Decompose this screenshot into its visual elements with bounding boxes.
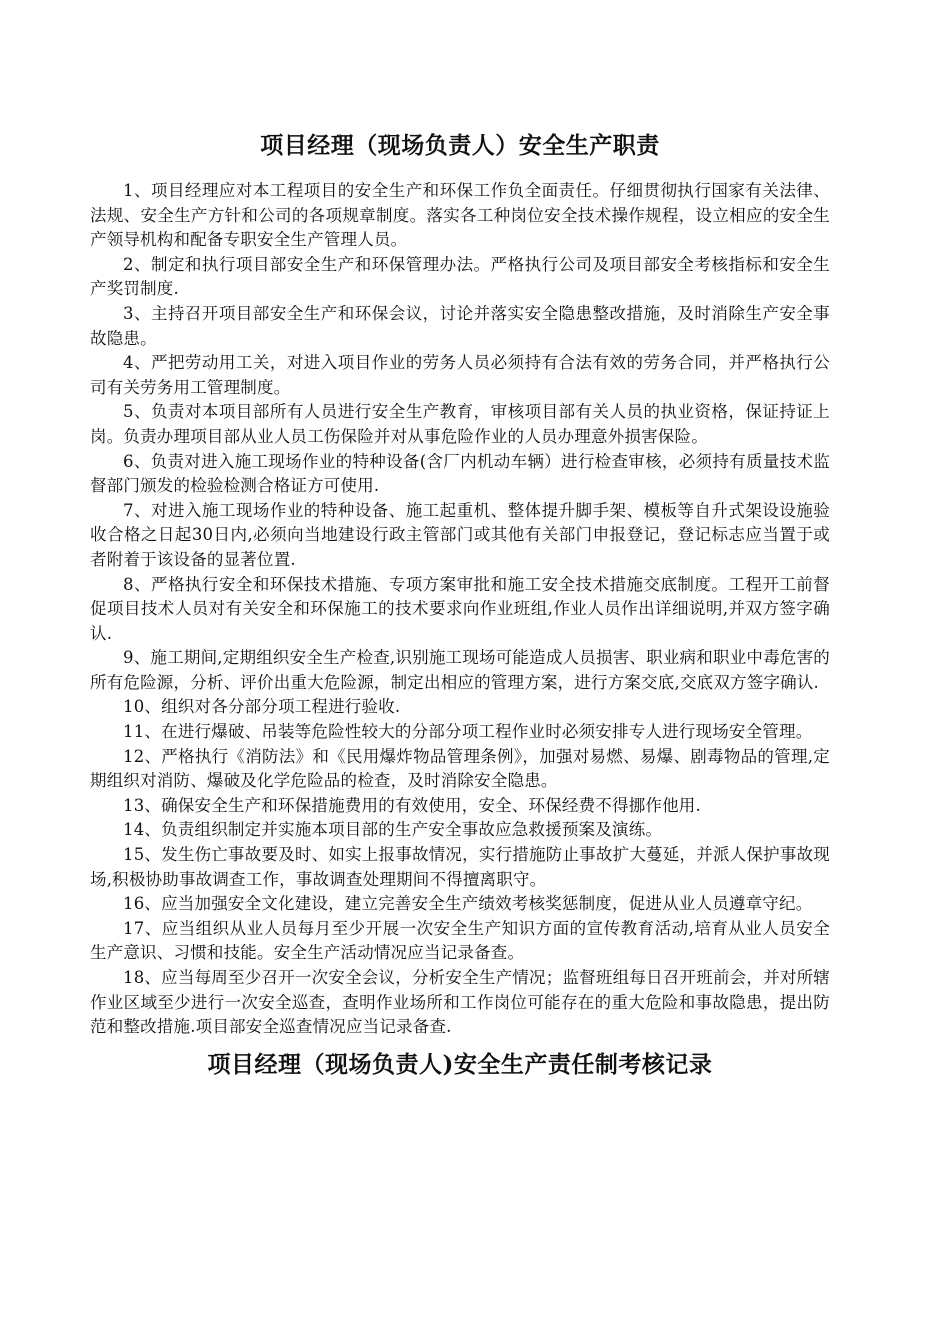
duty-item: 2、制定和执行项目部安全生产和环保管理办法。严格执行公司及项目部安全考核指标和安全生产奖罚制度. bbox=[90, 254, 830, 299]
page-title: 项目经理（现场负责人）安全生产职责 bbox=[260, 132, 660, 159]
duty-item: 1、项目经理应对本工程项目的安全生产和环保工作负全面责任。仔细贯彻执行国家有关法律、法规、安全生产方针和公司的各项规章制度。落实各工种岗位安全技术操作规程，设立相应的安全生产领导机构和配备专职安全生产管理人员。 bbox=[90, 181, 830, 250]
duty-item: 4、严把劳动用工关，对进入项目作业的劳务人员必须持有合法有效的劳务合同，并严格执行公司有关劳务用工管理制度。 bbox=[90, 353, 830, 397]
duty-item: 8、严格执行安全和环保技术措施、专项方案审批和施工安全技术措施交底制度。工程开工前督促项目技术人员对有关安全和环保施工的技术要求向作业班组,作业人员作出详细说明,并双方签字确认. bbox=[90, 574, 830, 643]
duty-list bbox=[90, 179, 830, 1040]
duty-item: 5、负责对本项目部所有人员进行安全生产教育，审核项目部有关人员的执业资格，保证持证上岗。负责办理项目部从业人员工伤保险并对从事危险作业的人员办理意外损害保险。 bbox=[90, 402, 830, 446]
duty-item: 9、施工期间,定期组织安全生产检查,识别施工现场可能造成人员损害、职业病和职业中毒危害的所有危险源，分析、评价出重大危险源，制定出相应的管理方案，进行方案交底,交底双方签字确认. bbox=[90, 648, 830, 692]
document-page bbox=[90, 0, 830, 1080]
duty-item: 12、严格执行《消防法》和《民用爆炸物品管理条例》，加强对易燃、易爆、剧毒物品的管理,定期组织对消防、爆破及化学危险品的检查，及时消除安全隐患。 bbox=[90, 746, 830, 791]
duty-item: 13、确保安全生产和环保措施费用的有效使用，安全、环保经费不得挪作他用. bbox=[123, 795, 701, 815]
duty-item: 11、在进行爆破、吊装等危险性较大的分部分项工程作业时必须安排专人进行现场安全管理。 bbox=[123, 722, 813, 742]
duty-item: 18、应当每周至少召开一次安全会议，分析安全生产情况；监督班组每日召开班前会，并对所辖作业区域至少进行一次安全巡查，查明作业场所和工作岗位可能存在的重大危险和事故隐患，提出防范和整改措施.项目部安全巡查情况应当记录备查. bbox=[90, 968, 830, 1037]
duty-item: 17、应当组织从业人员每月至少开展一次安全生产知识方面的宣传教育活动,培育从业人员安全生产意识、习惯和技能。安全生产活动情况应当记录备查。 bbox=[90, 918, 830, 963]
duty-item: 16、应当加强安全文化建设，建立完善安全生产绩效考核奖惩制度，促进从业人员遵章守纪。 bbox=[123, 894, 813, 914]
record-title: 项目经理（现场负责人)安全生产责任制考核记录 bbox=[207, 1050, 713, 1078]
duty-item: 14、负责组织制定并实施本项目部的生产安全事故应急救援预案及演练。 bbox=[123, 820, 663, 840]
duty-item: 15、发生伤亡事故要及时、如实上报事故情况，实行措施防止事故扩大蔓延，并派人保护事故现场,积极协助事故调查工作，事故调查处理期间不得擅离职守。 bbox=[90, 845, 830, 889]
duty-item: 10、组织对各分部分项工程进行验收. bbox=[123, 697, 401, 717]
duty-item: 6、负责对进入施工现场作业的特种设备(含厂内机动车辆）进行检查审核，必须持有质量技术监督部门颁发的检验检测合格证方可使用. bbox=[90, 451, 830, 496]
duty-item: 3、主持召开项目部安全生产和环保会议，讨论并落实安全隐患整改措施，及时消除生产安全事故隐患。 bbox=[90, 303, 830, 348]
duty-item: 7、对进入施工现场作业的特种设备、施工起重机、整体提升脚手架、模板等自升式架设设施验收合格之日起30日内,必须向当地建设行政主管部门或其他有关部门申报登记，登记标志应当置于或者附着于该设备的显著位置. bbox=[90, 500, 830, 569]
